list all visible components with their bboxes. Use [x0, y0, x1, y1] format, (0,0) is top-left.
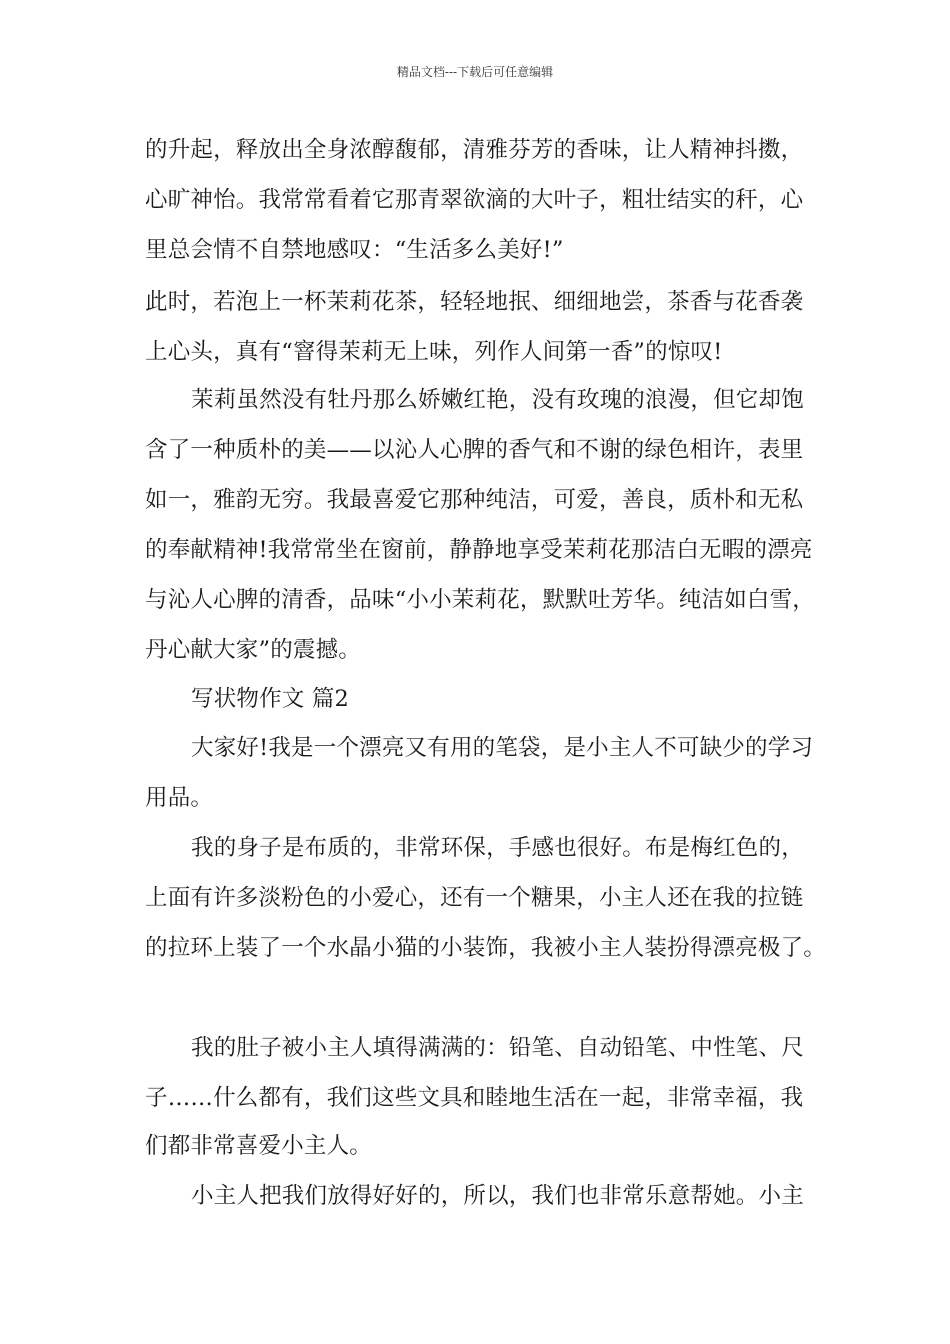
text-line: 上心头，真有“窨得茉莉无上味，列作人间第一香”的惊叹! — [145, 339, 723, 365]
text-line: 子……什么都有，我们这些文具和睦地生活在一起，非常幸福，我 — [145, 1085, 804, 1111]
text-line: 茉莉虽然没有牡丹那么娇嫩红艳，没有玫瑰的浪漫，但它却饱 — [191, 387, 804, 413]
text-line: 心旷神怡。我常常看着它那青翠欲滴的大叶子，粗壮结实的秆，心 — [145, 187, 804, 213]
text-line: 丹心献大家”的震撼。 — [145, 637, 362, 663]
text-line: 的奉献精神!我常常坐在窗前，静静地享受茉莉花那洁白无暇的漂亮 — [145, 537, 813, 563]
section-heading: 写状物作文 篇2 — [191, 686, 350, 712]
text-line: 们都非常喜爱小主人。 — [145, 1133, 373, 1159]
text-line: 如一，雅韵无穷。我最喜爱它那种纯洁，可爱，善良，质朴和无私 — [145, 487, 804, 513]
text-line: 上面有许多淡粉色的小爱心，还有一个糖果，小主人还在我的拉链 — [145, 885, 804, 911]
text-line: 里总会情不自禁地感叹：“生活多么美好!” — [145, 237, 564, 263]
page-header: 精品文档---下载后可任意编辑 — [396, 65, 554, 79]
text-line: 大家好!我是一个漂亮又有用的笔袋，是小主人不可缺少的学习 — [191, 735, 814, 761]
text-line: 我的肚子被小主人填得满满的：铅笔、自动铅笔、中性笔、尺 — [191, 1035, 804, 1061]
text-line: 此时，若泡上一杯茉莉花茶，轻轻地抿、细细地尝，茶香与花香袭 — [145, 289, 804, 315]
text-line: 与沁人心脾的清香，品味“小小茉莉花，默默吐芳华。纯洁如白雪， — [145, 587, 816, 613]
text-line: 的升起，释放出全身浓醇馥郁，清雅芬芳的香味，让人精神抖擞， — [145, 137, 804, 163]
text-line: 含了一种质朴的美——以沁人心脾的香气和不谢的绿色相许，表里 — [145, 437, 804, 463]
text-line: 用品。 — [145, 785, 214, 811]
text-line: 我的身子是布质的，非常环保，手感也很好。布是梅红色的， — [191, 835, 804, 861]
text-line: 小主人把我们放得好好的，所以，我们也非常乐意帮她。小主 — [191, 1183, 804, 1209]
text-line: 的拉环上装了一个水晶小猫的小装饰，我被小主人装扮得漂亮极了。 — [145, 935, 827, 961]
